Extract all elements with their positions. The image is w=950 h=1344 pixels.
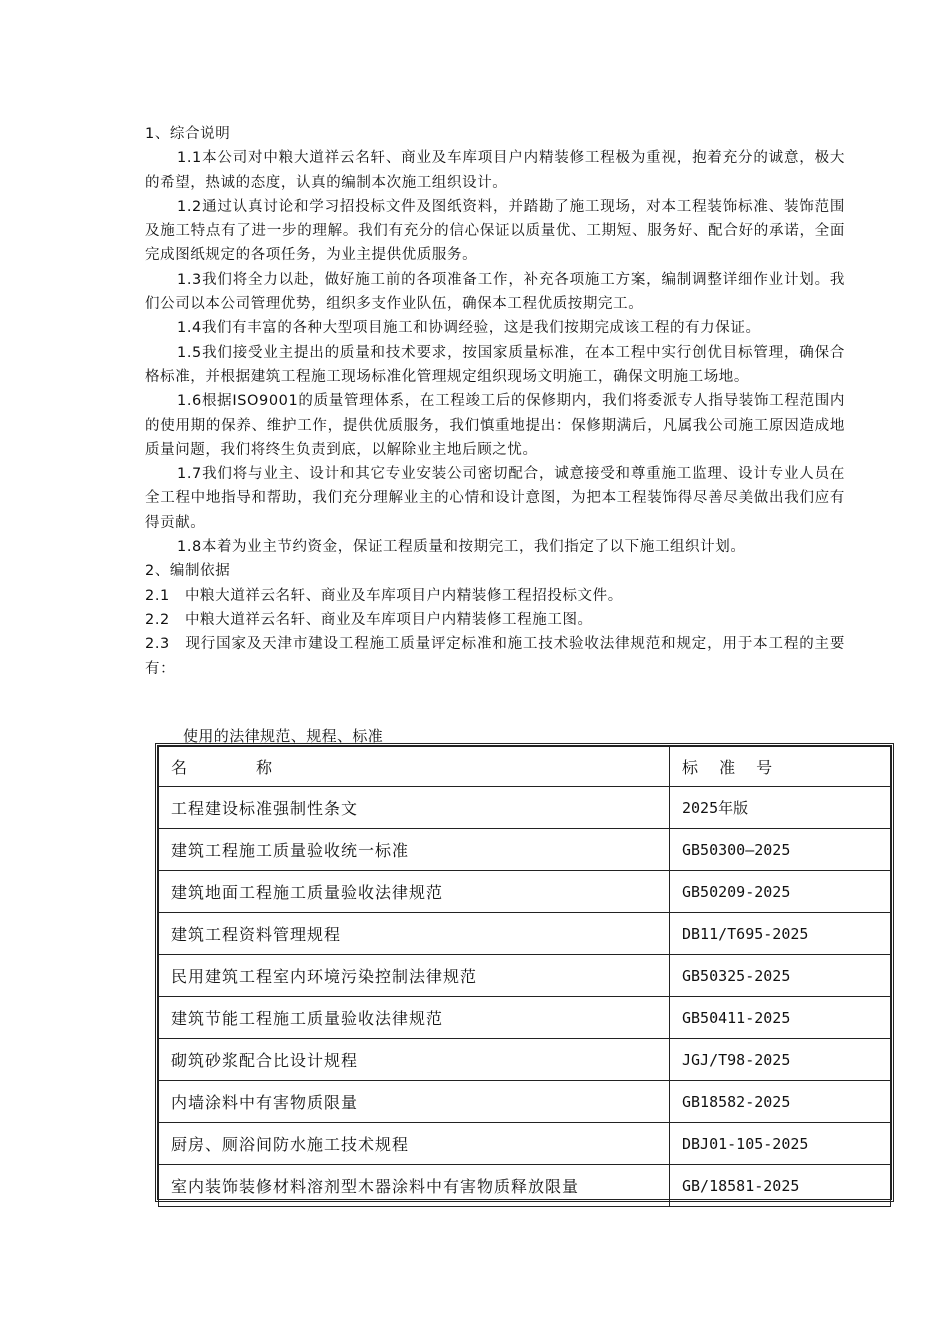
paragraph-1-1: 1.1本公司对中粮大道祥云名轩、商业及车库项目户内精装修工程极为重视，抱着充分的诚意，极大的希望，热诚的态度，认真的编制本次施工组织设计。 [145,150,845,191]
table-row [159,871,891,913]
paragraph-1-7: 1.7我们将与业主、设计和其它专业安装公司密切配合，诚意接受和尊重施工监理、设计专业人员在全工程中地指导和帮助，我们充分理解业主的心情和设计意图，为把本工程装饰得尽善尽美做出我们应有得贡献。 [145,466,845,531]
section-1-heading: 1、综合说明 [145,126,231,142]
table-row [159,1123,891,1165]
basis-item-2-2: 2.2 中粮大道祥云名轩、商业及车库项目户内精装修工程施工图。 [145,611,593,628]
standard-code: GB50300—2025 [670,829,891,871]
standard-name: 内墙涂料中有害物质限量 [159,1081,670,1123]
standard-name: 厨房、厕浴间防水施工技术规程 [159,1123,670,1165]
standard-name: 工程建设标准强制性条文 [159,787,670,829]
standard-code: 2025年版 [670,787,891,829]
paragraph-1-4: 1.4我们有丰富的各种大型项目施工和协调经验，这是我们按期完成该工程的有力保证。 [177,320,761,337]
standards-table-frame [155,743,894,1202]
standard-code: GB50411-2025 [670,997,891,1039]
standard-code: DBJ01-105-2025 [670,1123,891,1165]
paragraph-1-6: 1.6根据ISO9001的质量管理体系，在工程竣工后的保修期内，我们将委派专人指导装饰工程范围内的使用期的保养、维护工作，提供优质服务，我们慎重地提出：保修期满后，凡属我公司施工原因造成地质量问题，我们将终生负责到底，以解除业主地后顾之忧。 [145,393,845,458]
paragraph-1-8: 1.8本着为业主节约资金，保证工程质量和按期完工，我们指定了以下施工组织计划。 [177,539,746,556]
table-row [159,955,891,997]
standard-code: DB11/T695-2025 [670,913,891,955]
table-row [159,829,891,871]
paragraph-1-3: 1.3我们将全力以赴，做好施工前的各项准备工作，补充各项施工方案，编制调整详细作业计划。我们公司以本公司管理优势，组织多支作业队伍，确保本工程优质按期完工。 [145,271,845,313]
standards-table [158,746,891,1207]
table-row [159,913,891,955]
standard-name: 建筑工程资料管理规程 [159,913,670,955]
paragraph-1-5: 1.5我们接受业主提出的质量和技术要求，按国家质量标准，在本工程中实行创优目标管理，确保合格标准，并根据建筑工程施工现场标准化管理规定组织现场文明施工，确保文明施工场地。 [145,344,845,385]
standard-code: GB50325-2025 [670,955,891,997]
standard-name: 民用建筑工程室内环境污染控制法律规范 [159,955,670,997]
standard-code: GB/18581-2025 [670,1165,891,1207]
standard-name: 室内装饰装修材料溶剂型木器涂料中有害物质释放限量 [159,1165,670,1207]
table-row [159,1165,891,1207]
table-row [159,1039,891,1081]
header-standard-no: 标 准 号 [670,747,891,787]
standard-name: 建筑地面工程施工质量验收法律规范 [159,871,670,913]
standard-name: 建筑工程施工质量验收统一标准 [159,829,670,871]
basis-item-2-3: 2.3 现行国家及天津市建设工程施工质量评定标准和施工技术验收法律规范和规定，用于本工程的主要有： [145,636,845,677]
standard-code: JGJ/T98-2025 [670,1039,891,1081]
section-2-heading: 2、编制依据 [145,563,231,580]
standard-name: 建筑节能工程施工质量验收法律规范 [159,997,670,1039]
header-name: 名 称 [159,747,670,787]
table-caption: 使用的法律规范、规程、标准 [183,727,384,745]
table-header-row [159,747,891,787]
basis-item-2-1: 2.1 中粮大道祥云名轩、商业及车库项目户内精装修工程招投标文件。 [145,587,623,604]
standard-code: GB18582-2025 [670,1081,891,1123]
table-row [159,997,891,1039]
paragraph-1-2: 1.2通过认真讨论和学习招投标文件及图纸资料，并踏勘了施工现场，对本工程装饰标准、装饰范围及施工特点有了进一步的理解。我们有充分的信心保证以质量优、工期短、服务好、配合好的承诺，全面完成图纸规定的各项任务，为业主提供优质服务。 [145,198,845,264]
body-text [145,122,845,681]
standard-name: 砌筑砂浆配合比设计规程 [159,1039,670,1081]
standard-code: GB50209-2025 [670,871,891,913]
table-row [159,787,891,829]
table-row [159,1081,891,1123]
